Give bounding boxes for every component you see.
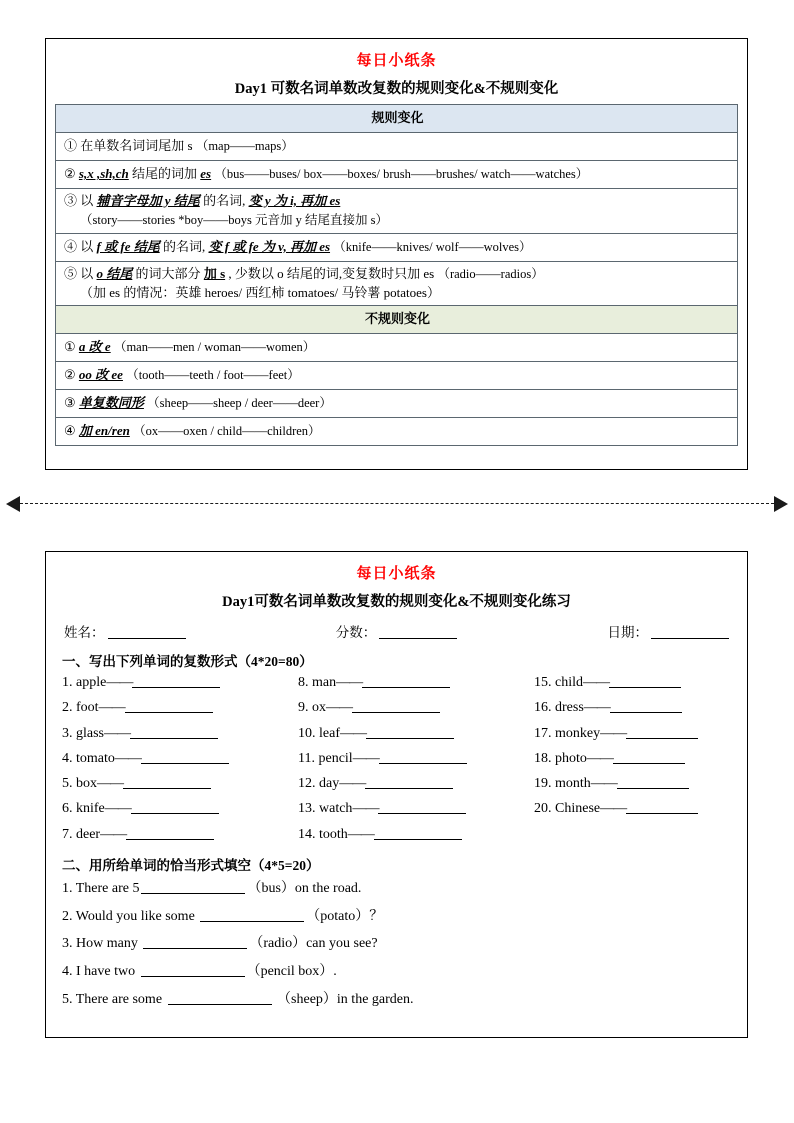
answer-blank[interactable]: [141, 963, 245, 977]
list-item[interactable]: [534, 673, 734, 693]
item-number: 5.: [62, 991, 73, 1007]
rule-row-3: [56, 189, 738, 234]
list-item[interactable]: [62, 906, 733, 928]
item-word: leaf: [319, 725, 340, 741]
dash: ——: [586, 750, 613, 766]
item-text-before: Would you like some: [75, 908, 195, 924]
date-blank[interactable]: [651, 625, 729, 639]
answer-blank[interactable]: [617, 775, 689, 789]
item-number: 20.: [534, 801, 552, 817]
answer-blank[interactable]: [141, 750, 229, 764]
answer-blank[interactable]: [123, 775, 211, 789]
rule-row-2: [56, 161, 738, 189]
rule-keyword: 加 en/ren: [78, 423, 130, 439]
rule-example: （story——stories *boy——boys 元音加 y 结尾直接加 s）: [80, 212, 388, 227]
item-word: tooth: [319, 826, 348, 842]
arrow-left-icon: [6, 496, 20, 512]
name-field[interactable]: [64, 621, 186, 641]
dash: ——: [336, 675, 363, 690]
item-text-before: I have two: [76, 964, 136, 980]
rule-number: ①: [64, 138, 78, 154]
list-item[interactable]: [534, 749, 734, 769]
dash: ——: [590, 776, 617, 792]
rule-keyword-2: 变 f 或 fe 为 v, 再加 es: [208, 238, 331, 254]
item-word: foot: [76, 700, 99, 716]
item-number: 1.: [62, 881, 73, 897]
list-item[interactable]: [62, 774, 298, 794]
dash: ——: [104, 801, 131, 817]
item-number: 2.: [62, 908, 73, 924]
item-word: day: [319, 776, 340, 792]
dash: ——: [352, 750, 379, 766]
item-word: tomato: [76, 750, 115, 766]
answer-blank[interactable]: [610, 699, 682, 713]
answer-blank[interactable]: [379, 750, 467, 764]
item-text-after: （bus）on the road.: [247, 881, 362, 897]
rule-number: ③: [64, 193, 78, 208]
rule-number: ②: [64, 166, 76, 182]
dash: ——: [100, 826, 127, 842]
list-item[interactable]: [62, 933, 733, 955]
item-word: photo: [555, 750, 587, 766]
item-text-before: How many: [76, 936, 138, 952]
date-label: 日期：: [607, 625, 648, 640]
rule-example: （tooth——teeth / foot——feet）: [126, 368, 300, 383]
rule-text: 以: [80, 265, 94, 281]
rule-keyword: a 改 e: [78, 339, 111, 355]
answer-blank[interactable]: [613, 750, 685, 764]
answer-blank[interactable]: [200, 908, 304, 922]
rule-example: （sheep——sheep / deer——deer）: [147, 396, 332, 411]
dash: ——: [339, 776, 366, 792]
list-item[interactable]: [62, 961, 733, 983]
item-number: 13.: [298, 801, 316, 817]
dash: ——: [98, 700, 125, 716]
notes-title: 每日小纸条: [356, 52, 437, 69]
answer-blank[interactable]: [168, 991, 272, 1005]
list-item[interactable]: [62, 673, 298, 693]
list-item[interactable]: [298, 673, 534, 693]
rule-keyword: f 或 fe 结尾: [96, 238, 160, 254]
rule-number: ④: [64, 423, 76, 439]
item-number: 16.: [534, 700, 552, 716]
answer-blank[interactable]: [141, 880, 245, 894]
list-item[interactable]: [298, 749, 534, 769]
item-number: 10.: [298, 725, 316, 741]
item-word: child: [555, 675, 583, 690]
list-item[interactable]: [534, 724, 734, 744]
list-item[interactable]: [298, 724, 534, 744]
practice-title: 每日小纸条: [356, 565, 437, 582]
score-blank[interactable]: [379, 625, 457, 639]
rules-table: [55, 104, 738, 446]
spacer: [186, 621, 336, 641]
dash: ——: [600, 725, 627, 741]
rule-keyword: s,x ,sh,ch: [78, 166, 129, 182]
item-text-after: （pencil box）.: [246, 964, 337, 980]
rule-text-mid: 的名词,: [203, 193, 246, 208]
answer-blank[interactable]: [362, 674, 450, 688]
rule-number: ④: [64, 238, 78, 254]
item-number: 15.: [534, 675, 552, 690]
item-number: 5.: [62, 776, 73, 792]
item-word: box: [76, 776, 97, 792]
fill-blank-list: [62, 878, 733, 1010]
answer-blank[interactable]: [352, 699, 440, 713]
rule-number: ②: [64, 367, 76, 383]
list-item-empty: [534, 825, 734, 845]
item-number: 9.: [298, 700, 309, 716]
section-header-regular: 规则变化: [56, 105, 738, 133]
dash: ——: [104, 725, 130, 741]
item-word: deer: [76, 826, 101, 842]
dash: ——: [583, 700, 610, 716]
item-word: knife: [76, 801, 105, 817]
name-label: 姓名：: [64, 625, 105, 640]
item-number: 6.: [62, 801, 73, 817]
table-row: [56, 161, 738, 189]
dashed-line: [20, 503, 774, 504]
list-item[interactable]: [534, 698, 734, 718]
item-number: 8.: [298, 675, 309, 690]
item-number: 2.: [62, 700, 73, 716]
dash: ——: [352, 801, 379, 817]
rule-row-1: [56, 133, 738, 161]
irregular-row-1: [56, 334, 738, 362]
rule-text-mid: 的名词,: [162, 238, 206, 254]
item-word: Chinese: [555, 801, 601, 817]
arrow-right-icon: [774, 496, 788, 512]
dash: ——: [339, 725, 366, 741]
answer-blank[interactable]: [609, 674, 681, 688]
list-item[interactable]: [62, 878, 733, 900]
rule-keyword: o 结尾: [96, 265, 133, 281]
dash: ——: [347, 826, 374, 842]
score-field[interactable]: [336, 621, 458, 641]
section2-heading: 二、用所给单词的恰当形式填空（4*5=20）: [62, 858, 320, 874]
score-label: 分数：: [335, 625, 377, 640]
answer-blank[interactable]: [131, 800, 219, 814]
rule-text-mid: 的词大部分: [135, 265, 201, 281]
rule-text: 结尾的词加: [132, 166, 198, 182]
rule-example: （knife——knives/ wolf——wolves）: [333, 239, 532, 254]
list-item[interactable]: [298, 825, 534, 845]
item-text-after: （potato）？: [306, 908, 384, 924]
item-number: 7.: [62, 826, 73, 842]
rule-tail: , 少数以 o 结尾的词,变复数时只加 es: [228, 265, 435, 281]
rule-example: （bus——buses/ box——boxes/ brush——brushes/ watch——watches）: [214, 167, 589, 182]
answer-blank[interactable]: [126, 826, 214, 840]
answer-blank[interactable]: [378, 800, 466, 814]
rule-number: ⑤: [64, 265, 78, 281]
list-item[interactable]: [62, 825, 298, 845]
list-item[interactable]: [62, 698, 298, 718]
rule-example: （radio——radios）: [437, 266, 544, 281]
table-row: [56, 261, 738, 306]
item-number: 1.: [62, 675, 73, 690]
item-number: 3.: [62, 725, 73, 741]
answer-blank[interactable]: [374, 826, 462, 840]
item-word: month: [555, 776, 591, 792]
spacer: [457, 621, 607, 641]
list-item[interactable]: [298, 799, 534, 819]
table-row: [56, 362, 738, 390]
plural-words-grid: [62, 673, 733, 845]
irregular-row-2: [56, 362, 738, 390]
item-word: watch: [319, 801, 353, 817]
list-item[interactable]: [298, 774, 534, 794]
irregular-row-4: [56, 418, 738, 446]
rule-example: （map——maps）: [195, 139, 294, 154]
table-row: [56, 105, 738, 133]
name-blank[interactable]: [108, 625, 186, 639]
dash: ——: [114, 750, 141, 766]
list-item[interactable]: [298, 698, 534, 718]
rule-text: 在单数名词词尾加 s: [80, 138, 193, 154]
item-word: monkey: [555, 725, 601, 741]
rule-keyword-2: 加 s: [203, 265, 226, 281]
item-word: pencil: [318, 750, 353, 766]
item-text-before: There are 5: [75, 881, 140, 897]
rule-row-5: [56, 261, 738, 306]
item-word: man: [312, 675, 337, 690]
table-row: [56, 189, 738, 234]
list-item[interactable]: [62, 799, 298, 819]
table-row: [56, 233, 738, 261]
item-number: 4.: [62, 750, 73, 766]
dash: ——: [97, 776, 123, 792]
item-text-after: （radio）can you see?: [249, 936, 378, 952]
table-row: [56, 418, 738, 446]
student-info-row: [60, 621, 733, 641]
rule-example: （man——men / woman——women）: [113, 340, 316, 355]
answer-blank[interactable]: [626, 800, 698, 814]
table-row: [56, 306, 738, 334]
answer-blank[interactable]: [143, 935, 247, 949]
list-item[interactable]: [534, 774, 734, 794]
rule-keyword: 辅音字母加 y 结尾: [96, 193, 200, 208]
cut-line-divider: [6, 496, 788, 512]
answer-blank[interactable]: [365, 775, 453, 789]
list-item[interactable]: [62, 989, 733, 1011]
irregular-row-3: [56, 390, 738, 418]
rule-keyword: 单复数同形: [78, 395, 144, 411]
item-word: glass: [76, 725, 104, 741]
notes-card: [45, 38, 748, 470]
item-number: 4.: [62, 964, 73, 980]
item-word: apple: [76, 675, 107, 690]
section1-heading: 一、写出下列单词的复数形式（4*20=80）: [62, 654, 313, 669]
date-field[interactable]: [608, 621, 730, 641]
table-row: [56, 334, 738, 362]
rule-keyword: oo 改 ee: [78, 367, 123, 383]
rule-keyword-2: es: [200, 166, 212, 182]
item-word: dress: [555, 700, 584, 716]
list-item[interactable]: [62, 749, 298, 769]
item-word: ox: [312, 700, 326, 716]
answer-blank[interactable]: [125, 699, 213, 713]
item-number: 18.: [534, 750, 552, 766]
dash: ——: [326, 700, 352, 716]
practice-subtitle: Day1可数名词单数改复数的规则变化&不规则变化练习: [222, 594, 571, 610]
rule-keyword-2: 变 y 为 i, 再加 es: [248, 193, 341, 208]
rule-text: 以: [80, 193, 94, 208]
item-number: 19.: [534, 776, 552, 792]
rule-number: ①: [64, 339, 76, 355]
notes-subtitle: Day1 可数名词单数改复数的规则变化&不规则变化: [234, 81, 559, 97]
item-number: 14.: [298, 826, 316, 842]
rule-example: （ox——oxen / child——children）: [133, 424, 321, 439]
dash: ——: [600, 801, 627, 817]
answer-blank[interactable]: [366, 725, 454, 739]
rule-example-2: （加 es 的情况：英雄 heroes/ 西红柿 tomatoes/ 马铃薯 potatoes）: [80, 284, 440, 300]
item-text-after: （sheep）in the garden.: [277, 991, 414, 1007]
answer-blank[interactable]: [626, 725, 698, 739]
table-row: [56, 390, 738, 418]
answer-blank[interactable]: [130, 725, 218, 739]
answer-blank[interactable]: [132, 674, 220, 688]
item-text-before: There are some: [75, 991, 163, 1007]
item-number: 3.: [62, 936, 73, 952]
rule-number: ③: [64, 395, 76, 411]
section-header-irregular: 不规则变化: [56, 306, 738, 334]
dash: ——: [583, 675, 609, 690]
list-item[interactable]: [62, 724, 298, 744]
item-number: 12.: [298, 776, 316, 792]
list-item[interactable]: [534, 799, 734, 819]
item-number: 11.: [298, 750, 315, 766]
rule-row-4: [56, 233, 738, 261]
practice-card: [45, 551, 748, 1038]
table-row: [56, 133, 738, 161]
rule-text: 以: [80, 238, 94, 254]
item-number: 17.: [534, 725, 552, 741]
dash: ——: [106, 675, 133, 690]
